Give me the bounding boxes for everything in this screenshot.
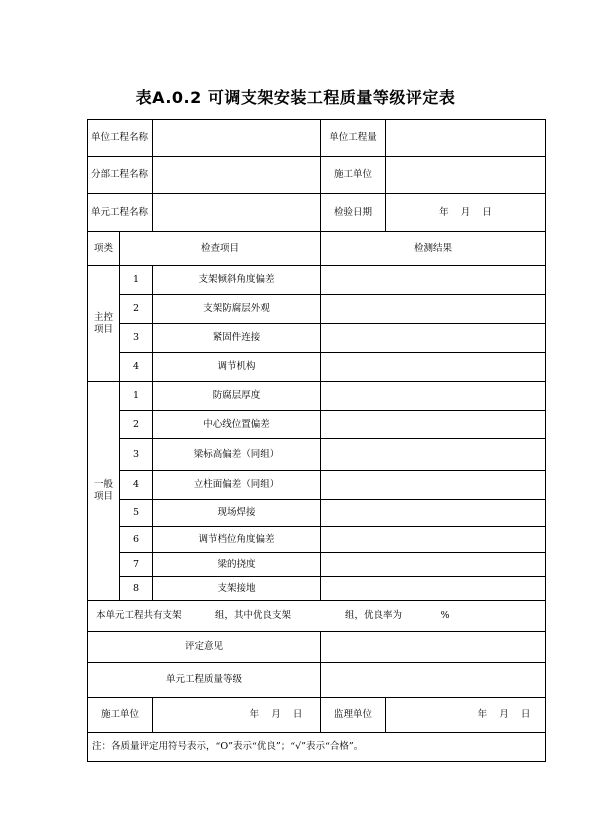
general-item-4-name: 立柱面偏差（同组） bbox=[193, 479, 280, 490]
check-item-column-header: 检查项目 bbox=[200, 242, 239, 254]
summary-excellent-text: 组，其中优良支架 bbox=[215, 610, 292, 621]
inspection-date-label: 检验日期 bbox=[333, 206, 372, 218]
general-item-6-name: 调节档位角度偏差 bbox=[198, 533, 275, 545]
main-item-2-name: 支架防腐层外观 bbox=[203, 303, 270, 314]
main-item-4-no: 4 bbox=[132, 361, 140, 372]
footer-date-right: 年 月 日 bbox=[477, 709, 531, 720]
footer-construction-unit-label: 施工单位 bbox=[100, 709, 139, 720]
general-item-5-name: 现场焊接 bbox=[217, 507, 256, 518]
main-item-4-name: 调节机构 bbox=[217, 361, 256, 372]
main-control-label: 主控 项目 bbox=[93, 311, 113, 335]
footer-supervision-unit-label: 监理单位 bbox=[333, 709, 372, 720]
general-item-1-name: 防腐层厚度 bbox=[212, 390, 261, 401]
general-item-6-no: 6 bbox=[132, 533, 140, 545]
general-item-3-no: 3 bbox=[132, 448, 140, 460]
main-item-2-no: 2 bbox=[132, 303, 140, 314]
general-item-3-name: 梁标高偏差（同组） bbox=[193, 448, 280, 460]
general-item-7-name: 梁的挠度 bbox=[217, 558, 256, 570]
sub-project-name-label: 分部工程名称 bbox=[91, 169, 149, 180]
footer-note: 注：各质量评定用符号表示，“O”表示“优良”；“√”表示“合格”。 bbox=[92, 741, 364, 752]
general-item-2-no: 2 bbox=[132, 418, 140, 430]
evaluation-opinion-label: 评定意见 bbox=[184, 641, 223, 652]
footer-date-left: 年 月 日 bbox=[249, 709, 303, 720]
general-item-8-name: 支架接地 bbox=[217, 582, 256, 594]
general-item-5-no: 5 bbox=[132, 507, 140, 518]
unit-project-qty-label: 单位工程量 bbox=[329, 132, 377, 143]
main-item-1-name: 支架倾斜角度偏差 bbox=[198, 274, 275, 285]
inspection-date-value: 年 月 日 bbox=[439, 206, 492, 218]
summary-rate-text: 组，优良率为 bbox=[345, 610, 403, 621]
general-item-2-name: 中心线位置偏差 bbox=[203, 418, 270, 430]
main-item-3-no: 3 bbox=[132, 332, 140, 343]
construction-unit-label: 施工单位 bbox=[333, 169, 372, 180]
page-title: 表A.0.2 可调支架安装工程质量等级评定表 bbox=[135, 88, 456, 107]
general-item-1-no: 1 bbox=[132, 390, 140, 401]
summary-percent-sign: % bbox=[440, 610, 450, 621]
result-column-header: 检测结果 bbox=[413, 242, 452, 254]
category-column-header: 项类 bbox=[93, 242, 113, 254]
general-item-8-no: 8 bbox=[132, 582, 140, 594]
element-project-name-label: 单元工程名称 bbox=[91, 206, 149, 218]
general-item-7-no: 7 bbox=[132, 558, 140, 570]
general-items-label: 一般 项目 bbox=[93, 479, 113, 502]
main-item-3-name: 紧固件连接 bbox=[212, 332, 261, 343]
unit-project-name-label: 单位工程名称 bbox=[91, 132, 149, 143]
summary-total-text: 本单元工程共有支架 bbox=[96, 610, 182, 621]
main-item-1-no: 1 bbox=[132, 274, 140, 285]
general-item-4-no: 4 bbox=[132, 479, 140, 490]
quality-grade-label: 单元工程质量等级 bbox=[165, 674, 242, 685]
